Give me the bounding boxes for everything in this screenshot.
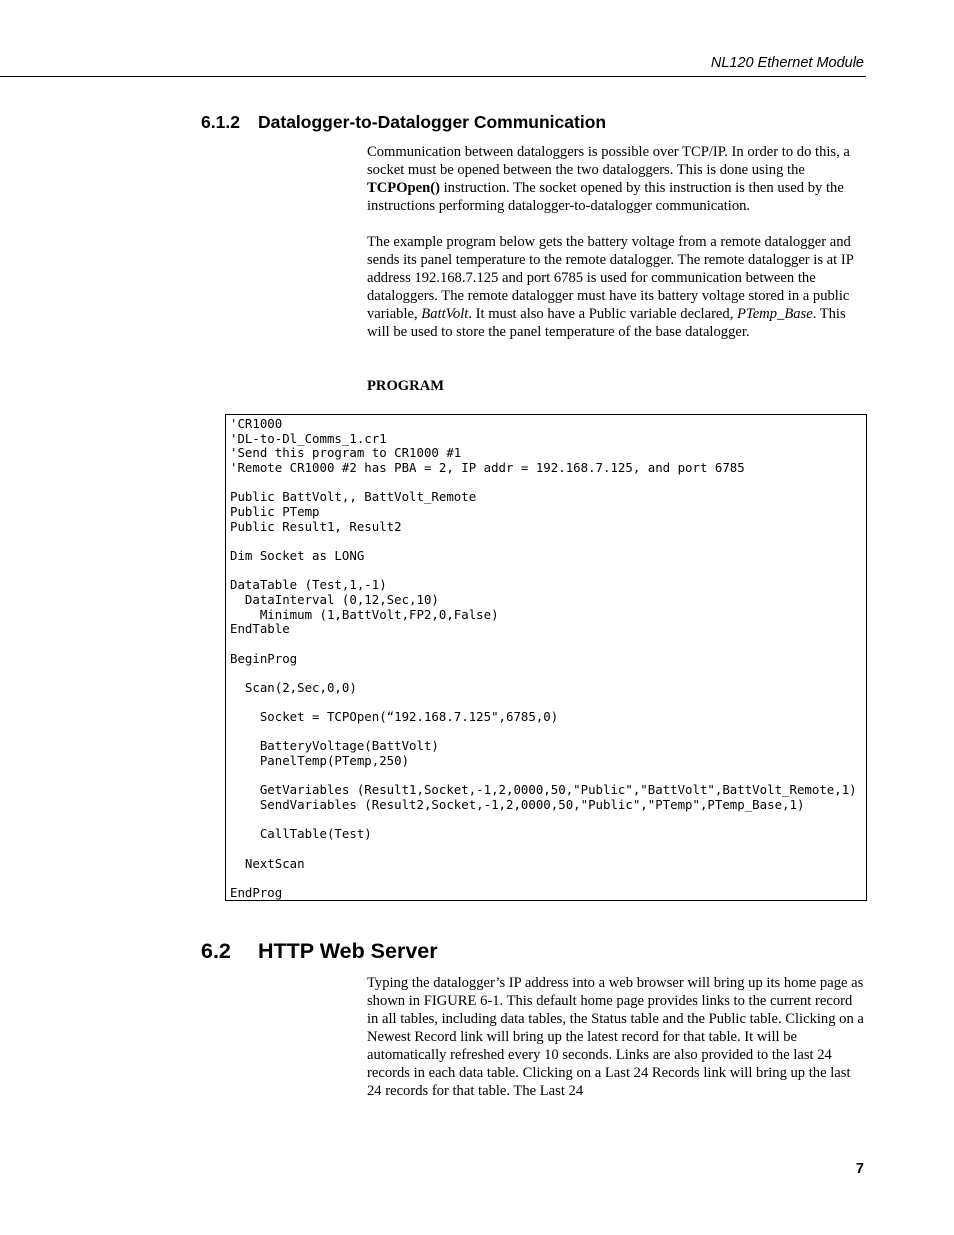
paragraph-text: Typing the datalogger’s IP address into a web browser will bring up its home page as shown in FIGURE 6-1. This default home page provides links to the current record in all tables, including data tables, the Status table and the Public table. Clicking on a Newest Record link will bring up the latest record for that table. It will be automatically refreshed every 10 seconds. Links are also provided to the last 24 records in each data table. Clicking on a Last 24 Records link will bring up the last 24 records for that table. The Last 24: [367, 975, 864, 1099]
paragraph-text: The example program below gets the battery voltage from a remote datalogger and sends its panel temperature to the remote datalogger. The remote datalogger is at IP address 192.168.7.125 and port 6785 is used for communication between the dataloggers. The remote datalogger must have its battery voltage stored in a public variable,: [367, 234, 854, 322]
header-divider: [0, 76, 866, 77]
paragraph-text: Communication between dataloggers is possible over TCP/IP. In order to do this, a socket must be opened between the two dataloggers. This is done using the: [367, 144, 850, 178]
ptemp-base-term: PTemp_Base: [737, 306, 813, 322]
paragraph-web-server: [367, 974, 867, 1100]
section-title: HTTP Web Server: [258, 939, 438, 963]
section-number: 6.1.2: [201, 112, 240, 132]
program-code: 'CR1000 'DL-to-Dl_Comms_1.cr1 'Send this program to CR1000 #1 'Remote CR1000 #2 has PBA = 2, IP addr = 192.168.7.125, and port 6785 Public BattVolt,, BattVolt_Remote Public PTemp Public Result1, Result2 Dim Socket as LONG DataTable (Test,1,-1) DataInterval (0,12,Sec,10) Minimum (1,BattVolt,FP2,0,False) EndTable BeginProg Scan(2,Sec,0,0) Socket = TCPOpen(“192.168.7.125",6785,0) BatteryVoltage(BattVolt) PanelTemp(PTemp,250) GetVariables (Result1,Socket,-1,2,0000,50,"Public","BattVolt",BattVolt_Remote,1) SendVariables (Result2,Socket,-1,2,0000,50,"Public","PTemp",PTemp_Base,1) CallTable(Test) NextScan EndProg: [230, 416, 857, 900]
running-header-title: NL120 Ethernet Module: [710, 55, 864, 71]
page-number: 7: [855, 1161, 864, 1177]
section-title: Datalogger-to-Datalogger Communication: [258, 112, 607, 132]
paragraph-text: . It must also have a Public variable declared,: [468, 306, 738, 322]
paragraph-example-description: [367, 233, 867, 341]
paragraph-text: . This will be used to store the panel temperature of the base datalogger.: [367, 306, 846, 340]
section-6-2-heading: [201, 939, 438, 964]
program-code-box: [225, 414, 867, 901]
paragraph-text: instruction. The socket opened by this instruction is then used by the instructions performing datalogger-to-datalogger communication.: [367, 180, 844, 214]
tcpopen-term: TCPOpen(): [367, 180, 440, 196]
battvolt-term: BattVolt: [421, 306, 469, 322]
program-label: PROGRAM: [367, 378, 445, 394]
paragraph-socket-intro: [367, 143, 867, 215]
section-number: 6.2: [201, 939, 231, 963]
section-6-1-2-heading: [201, 112, 606, 133]
